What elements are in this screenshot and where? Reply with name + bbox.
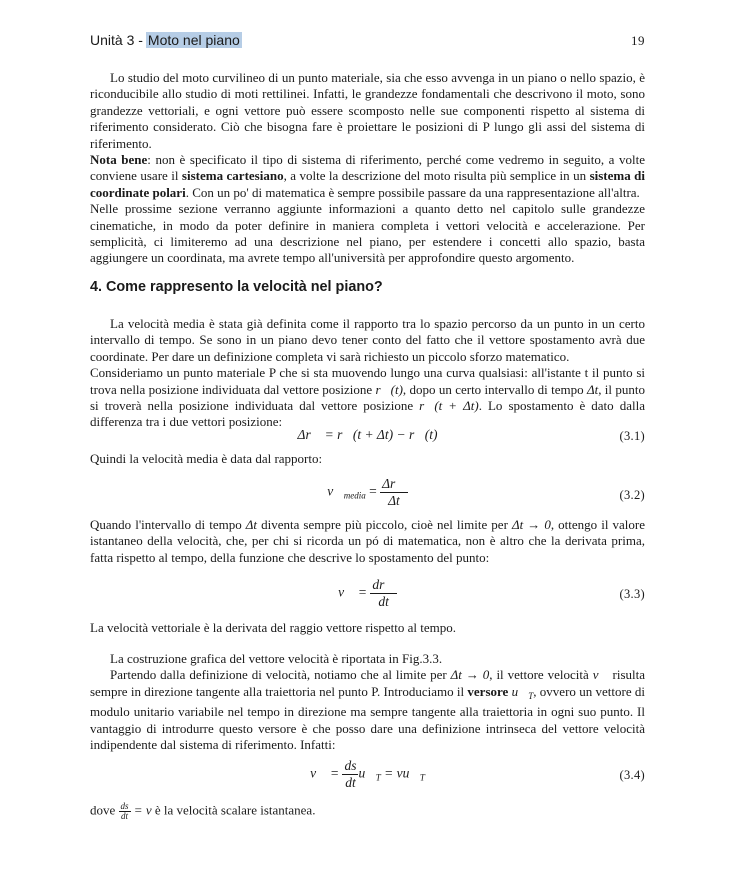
- velocity-section: [90, 316, 645, 431]
- term-versore: versore: [467, 683, 509, 699]
- equation-number: (3.2): [619, 488, 645, 502]
- intro-paragraph: Lo studio del moto curvilineo di un punto materiale, sia che esso avvenga in un piano o nello spazio, è riconducibile allo studio di moti rettilinei. Infatti, le grandezze fondamentali che descrivono il moto, sono grandezze vettoriali, e ogni vettore può essere scomposto nelle sue componenti rispetto al sistema di riferimento considerato. Ciò che bisogna fare è proiettare le posizioni di P lungo gli assi del sistema di riferimento.: [90, 70, 645, 151]
- mean-velocity-paragraph: Quindi la velocità media è data dal rapporto:: [90, 451, 323, 466]
- scalar-velocity-note: [90, 802, 645, 821]
- average-velocity-paragraph: La velocità media è stata già definita come il rapporto tra lo spazio percorso da un punto in un certo intervallo di tempo. Se sono in un piano devo tener conto del fatto che il vettore spostamento avrà due coordinate. Per dare un definizione completa vi sarà richiesto un piccolo sforzo matematico.: [90, 316, 645, 364]
- math-r-t-dt: r⃗(t + Δt): [419, 398, 479, 414]
- running-header: [90, 32, 645, 52]
- equation-number: (3.3): [619, 587, 645, 601]
- equation-expression: $v⃗_{media}$ = $\frac{\Delta r⃗}{\Delta t}$: [327, 476, 406, 508]
- displacement-paragraph: Consideriamo un punto materiale P che si sta muovendo lungo una curva qualsiasi: all'istante t il punto si trova nella posizione individuata dal vettore posizione r⃗(t), dopo un certo intervallo di tempo Δt, il punto si troverà nella posizione individuata dal vettore posizione r⃗(t + Δt). Lo spostamento è dato dalla differenza tra i due vettori posizione:: [90, 365, 645, 430]
- unit-label: Unità 3 - Moto nel piano: [90, 32, 240, 48]
- page-number: 19: [631, 33, 645, 48]
- derivative-paragraph: La velocità vettoriale è la derivata del raggio vettore rispetto al tempo.: [90, 620, 457, 635]
- unit-title-highlighted[interactable]: Moto nel piano: [147, 32, 240, 48]
- equation-3-4: [90, 758, 645, 798]
- next-sections-paragraph: Nelle prossime sezione verranno aggiunte informazioni a quanto detto nel capitolo sulle grandezze cinematiche, in modo da poter definire in maniera completa i vettori velocità e accelerazione. Per semplicità, ci limiteremo ad una descrizione nel piano, per estendere i concetti allo spazio, basta aggiungere un coordinata, ma avrete tempo all'università per approfondire questo argomento.: [90, 201, 645, 266]
- derivative-statement: [90, 620, 645, 636]
- section-heading: 4. Come rappresento la velocità nel piano?: [90, 279, 383, 295]
- equation-3-2: [90, 476, 645, 516]
- nota-bene-label: Nota bene: [90, 152, 148, 168]
- intro-section: [90, 70, 645, 267]
- math-r-t: r⃗(t): [375, 381, 403, 397]
- mean-velocity-intro: [90, 451, 645, 467]
- equation-expression: v⃗ = $\frac{ds}{dt}$ $u⃗_T$ = $vu⃗_T$: [310, 758, 425, 790]
- math-delta-t: Δt: [586, 381, 599, 397]
- equation-number: (3.1): [619, 429, 645, 443]
- equation-3-3: [90, 577, 645, 617]
- instant-velocity-section: [90, 517, 645, 566]
- term-cartesian: sistema cartesiano: [181, 168, 284, 184]
- equation-expression: Δr⃗ = r⃗(t + Δt) − r⃗(t): [297, 427, 438, 442]
- tangent-section: [90, 651, 645, 753]
- figure-reference-paragraph: La costruzione grafica del vettore velocità è riportata in Fig.3.3.: [110, 651, 443, 666]
- instant-velocity-paragraph: Quando l'intervallo di tempo Δt diventa sempre più piccolo, cioè nel limite per Δt → 0, ottengo il valore istantaneo della velocità, che, per chi si ricorda un pó di matematica, non è altro che la derivata prima, fatta rispetto al tempo, della funzione che descrive lo spostamento del punto:: [90, 517, 645, 565]
- equation-number: (3.4): [619, 768, 645, 782]
- term-polar: sistema di coordinate polari: [90, 168, 646, 200]
- equation-expression: v⃗ = $\frac{dr⃗}{dt}$: [338, 577, 395, 609]
- versor-paragraph: Partendo dalla definizione di velocità, notiamo che al limite per Δt → 0, il vettore velocità v⃗ risulta sempre in direzione tangente alla traiettoria nel punto P. Introduciamo il versore $u⃗_T$, ovvero un vettore di modulo unitario variabile nel tempo in direzione ma sempre tangente alla traiettoria in ogni suo punto. Il vantaggio di introdurre questo versore è che posso dare una definizione intrinseca del vettore velocità indipendente dal sistema di riferimento. Infatti:: [90, 667, 645, 753]
- scalar-velocity-paragraph: dove $\frac{ds}{dt}$ = v è la velocità scalare istantanea.: [90, 801, 316, 821]
- nota-bene-paragraph: Nota bene: non è specificato il tipo di sistema di riferimento, perché come vedremo in seguito, a volte conviene usare il sistema cartesiano, a volte la descrizione del moto risulta più semplice in un sistema di coordinate polari. Con un po' di matematica è sempre possibile passare da una rappresentazione all'altra.: [90, 152, 646, 200]
